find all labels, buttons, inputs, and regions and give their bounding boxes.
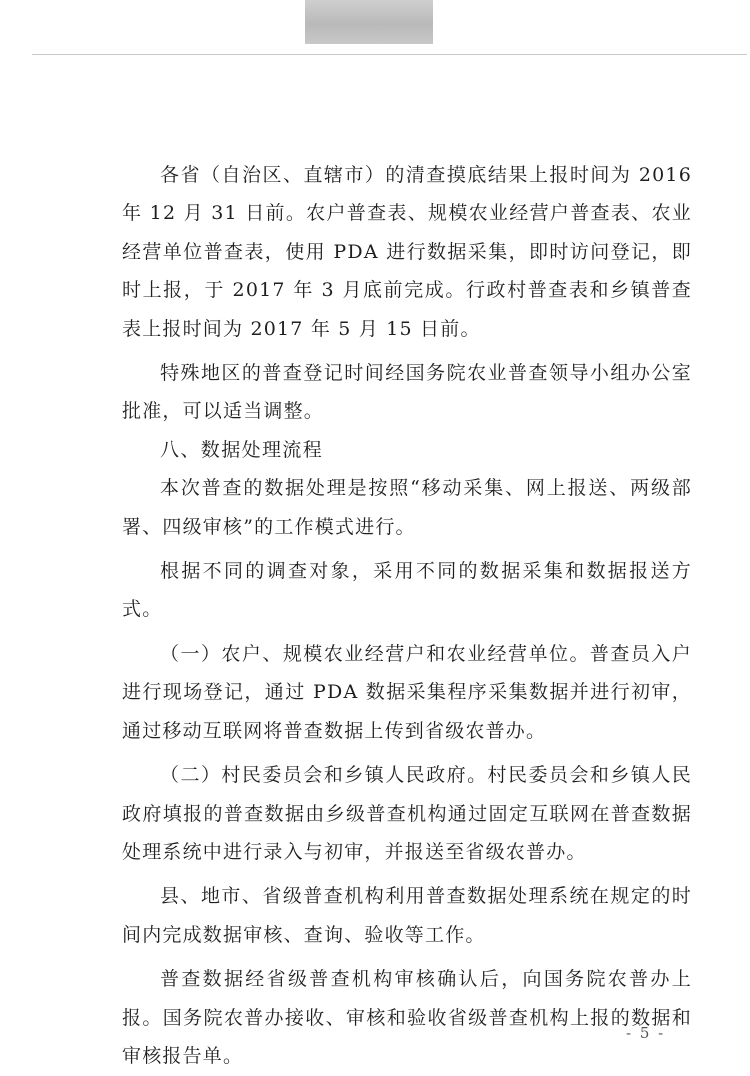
paragraph-item-two-villages: （二）村民委员会和乡镇人民政府。村民委员会和乡镇人民政府填报的普查数据由乡级普查机构通过固定互联网在普查数据处理系统中进行录入与初审，并报送至省级农普办。 <box>122 764 692 863</box>
page-number: - 5 - <box>626 1024 666 1042</box>
scan-artifact-tab <box>305 0 433 44</box>
header-rule <box>32 54 747 55</box>
paragraph-collection-methods: 根据不同的调查对象，采用不同的数据采集和数据报送方式。 <box>122 560 692 621</box>
paragraph-item-one-households: （一）农户、规模农业经营户和农业经营单位。普查员入户进行现场登记，通过 PDA 数据采集程序采集数据并进行初审，通过移动互联网将普查数据上传到省级农普办。 <box>122 642 692 742</box>
paragraph-processing-mode: 本次普查的数据处理是按照“移动采集、网上报送、两级部署、四级审核”的工作模式进行。 <box>122 477 692 538</box>
document-body <box>122 156 692 1075</box>
paragraph-county-review: 县、地市、省级普查机构利用普查数据处理系统在规定的时间内完成数据审核、查询、验收等工作。 <box>122 885 692 946</box>
section-heading-data-processing: 八、数据处理流程 <box>160 438 324 461</box>
paragraph-special-regions: 特殊地区的普查登记时间经国务院农业普查领导小组办公室批准，可以适当调整。 <box>122 362 692 423</box>
paragraph-submission-deadline: 各省（自治区、直辖市）的清查摸底结果上报时间为 2016 年 12 月 31 日前。农户普查表、规模农业经营户普查表、农业经营单位普查表，使用 PDA 进行数据采集，即时访问登记，即时上报，于 2017 年 3 月底前完成。行政村普查表和乡镇普查表上报时间为 2017 年 5 月 15 日前。 <box>122 164 692 340</box>
paragraph-final-reporting: 普查数据经省级普查机构审核确认后，向国务院农普办上报。国务院农普办接收、审核和验收省级普查机构上报的数据和审核报告单。 <box>122 968 692 1067</box>
